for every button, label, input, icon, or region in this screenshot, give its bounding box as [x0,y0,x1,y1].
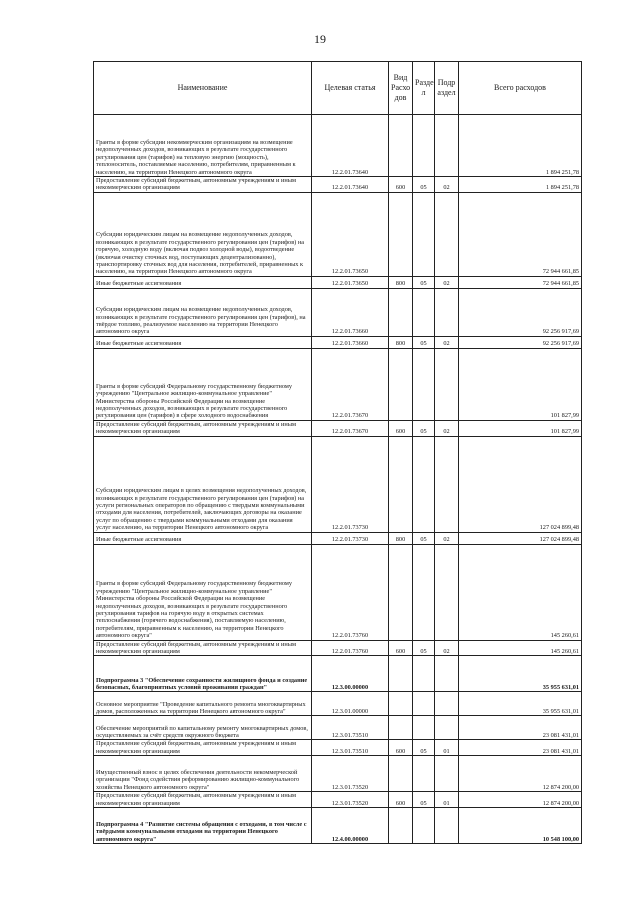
row-target: 12.2.01.73640 [312,177,389,193]
row-amount: 10 548 100,00 [459,808,582,844]
row-subsection: 02 [435,640,459,656]
row-target: 12.2.01.73640 [312,115,389,177]
row-target: 12.2.01.73730 [312,532,389,544]
row-kind [389,544,413,640]
row-amount: 101 827,99 [459,420,582,436]
row-name: Предоставление субсидий бюджетным, автономным учреждениям и иным некоммерческим организациям [94,640,312,656]
row-name: Предоставление субсидий бюджетным, автономным учреждениям и иным некоммерческим организациям [94,177,312,193]
row-name: Основное мероприятие "Проведение капитального ремонта многоквартирных домов, расположенных на территории Ненецкого автономного округа" [94,692,312,716]
row-subsection [435,436,459,532]
row-name: Предоставление субсидий бюджетным, автономным учреждениям и иным некоммерческим организациям [94,420,312,436]
row-name: Иные бюджетные ассигнования [94,336,312,348]
row-subsection [435,115,459,177]
row-subsection [435,348,459,420]
row-amount: 127 024 899,48 [459,436,582,532]
row-amount: 12 874 200,00 [459,756,582,792]
row-subsection: 02 [435,276,459,288]
table-row [94,336,582,348]
header-kind: Вид Расхо дов [389,62,413,115]
row-subsection: 02 [435,177,459,193]
row-kind [389,288,413,336]
row-name: Субсидии юридическим лицам в целях возмещения недополученных доходов, возникающих в результате государственного регулирования цен (тарифов) на услуги региональных операторов по обращению с твердыми коммунальными отходами для населения, потребителей, заключающих договоры на оказание услуг по обращению с твердыми коммунальными отходами для оказания услуг населению, на территории Ненецкого автономного округа [94,436,312,532]
row-target: 12.2.01.73650 [312,276,389,288]
table-row [94,808,582,844]
budget-table [93,61,582,844]
row-target: 12.3.00.00000 [312,656,389,692]
row-target: 12.2.01.73650 [312,192,389,276]
row-target: 12.2.01.73730 [312,436,389,532]
row-section [413,716,435,740]
row-amount: 92 256 917,69 [459,336,582,348]
row-name: Предоставление субсидий бюджетным, автономным учреждениям и иным некоммерческим организациям [94,792,312,808]
row-amount: 72 944 661,85 [459,276,582,288]
row-amount: 23 081 431,01 [459,740,582,756]
row-section: 05 [413,532,435,544]
row-subsection [435,288,459,336]
row-kind: 800 [389,276,413,288]
row-target: 12.2.01.73670 [312,348,389,420]
header-name: Наименование [94,62,312,115]
row-name: Гранты в форме субсидий Федеральному государственному бюджетному учреждению "Центральное жилищно-коммунальное управление" Министерства обороны Российской Федерации на возмещение недополученных доходов, возникающих в результате государственного регулирования цен (тарифов) в сфере холодного водоснабжения [94,348,312,420]
table-row [94,544,582,640]
row-section: 05 [413,336,435,348]
row-kind [389,692,413,716]
row-kind [389,348,413,420]
row-subsection: 01 [435,792,459,808]
header-section: Разде л [413,62,435,115]
row-kind: 600 [389,177,413,193]
row-kind: 600 [389,740,413,756]
table-row [94,656,582,692]
row-kind [389,115,413,177]
row-subsection: 02 [435,336,459,348]
row-subsection [435,756,459,792]
row-name: Субсидии юридическим лицам на возмещение недополученных доходов, возникающих в результате государственного регулирования цен (тарифов) на горячую, холодную воду (включая подвоз холодной воды), водоотведение (включая очистку сточных вод, поступающих децентрализованно), транспортировку сточных вод для населения, потребителей, приравненных к населению, на территории Ненецкого автономного округа [94,192,312,276]
row-amount: 72 944 661,85 [459,192,582,276]
row-section [413,756,435,792]
page-number: 19 [314,32,326,46]
row-subsection: 02 [435,420,459,436]
row-target: 12.2.01.73760 [312,544,389,640]
table-row [94,192,582,276]
row-kind: 600 [389,792,413,808]
row-section [413,808,435,844]
row-name: Имущественный взнос в целях обеспечения деятельности некоммерческой организации "Фонд содействия реформированию жилищно-коммунального хозяйства Ненецкого автономного округа" [94,756,312,792]
row-kind [389,756,413,792]
row-amount: 145 260,61 [459,544,582,640]
row-target: 12.2.01.73660 [312,288,389,336]
row-section: 05 [413,420,435,436]
table-row [94,740,582,756]
table-row [94,792,582,808]
row-amount: 35 955 631,01 [459,692,582,716]
row-name: Обеспечение мероприятий по капитальному ремонту многоквартирных домов, осуществляемых за счёт средств окружного бюджета [94,716,312,740]
row-name: Гранты в форме субсидии некоммерческим организациям на возмещение недополученных доходов, возникающих в результате государственного регулирования цен (тарифов) на тепловую энергию (мощность), теплоноситель, поставляемые населению, потребителям, приравненным к населению, на территории Ненецкого автономного округа [94,115,312,177]
row-target: 12.4.00.00000 [312,808,389,844]
row-name: Субсидии юридическим лицам на возмещение недополученных доходов, возникающих в результате государственного регулирования цен (тарифов), на твёрдое топливо, реализуемое населению на территории Ненецкого автономного округа [94,288,312,336]
row-target: 12.3.01.00000 [312,692,389,716]
row-amount: 127 024 899,48 [459,532,582,544]
row-section [413,348,435,420]
row-section [413,692,435,716]
row-target: 12.3.01.73510 [312,740,389,756]
row-kind [389,436,413,532]
row-subsection [435,544,459,640]
row-kind: 800 [389,532,413,544]
row-kind: 600 [389,420,413,436]
row-kind [389,192,413,276]
header-subsection: Подр аздел [435,62,459,115]
row-name: Гранты в форме субсидий Федеральному государственному бюджетному учреждению "Центральное жилищно-коммунальное управление" Министерства обороны Российской Федерации на возмещение недополученных доходов, возникающих в результате государственного регулирования тарифов на горячую воду в открытых системах теплоснабжения (горячего водоснабжения), поставляемую населению, потребителям, приравненным к населению, на территории Ненецкого автономного округа" [94,544,312,640]
header-total: Всего расходов [459,62,582,115]
row-amount: 1 894 251,78 [459,177,582,193]
row-target: 12.2.01.73660 [312,336,389,348]
row-kind [389,716,413,740]
table-row [94,640,582,656]
table-row [94,420,582,436]
header-row [94,62,582,115]
row-amount: 101 827,99 [459,348,582,420]
row-section [413,192,435,276]
row-subsection [435,192,459,276]
row-subsection [435,692,459,716]
table-row [94,756,582,792]
row-name: Предоставление субсидий бюджетным, автономным учреждениям и иным некоммерческим организациям [94,740,312,756]
row-subsection [435,656,459,692]
row-section: 05 [413,640,435,656]
row-kind [389,656,413,692]
row-section [413,436,435,532]
row-kind: 600 [389,640,413,656]
row-subsection: 01 [435,740,459,756]
row-name: Иные бюджетные ассигнования [94,276,312,288]
row-section [413,656,435,692]
row-subsection [435,716,459,740]
table-row [94,716,582,740]
row-subsection [435,808,459,844]
header-target: Целевая статья [312,62,389,115]
row-name: Подпрограмма 4 "Развитие системы обращения с отходами, в том числе с твёрдыми коммунальными отходами на территории Ненецкого автономного округа" [94,808,312,844]
row-section: 05 [413,177,435,193]
row-section [413,544,435,640]
table-row [94,532,582,544]
table-row [94,288,582,336]
table-row [94,436,582,532]
row-amount: 92 256 917,69 [459,288,582,336]
row-target: 12.2.01.73760 [312,640,389,656]
row-target: 12.3.01.73520 [312,792,389,808]
row-target: 12.2.01.73670 [312,420,389,436]
row-section: 05 [413,276,435,288]
row-name: Иные бюджетные ассигнования [94,532,312,544]
row-section [413,115,435,177]
row-amount: 1 894 251,78 [459,115,582,177]
row-section [413,288,435,336]
row-kind [389,808,413,844]
table-row [94,276,582,288]
table-row [94,348,582,420]
row-amount: 12 874 200,00 [459,792,582,808]
row-target: 12.3.01.73510 [312,716,389,740]
table-row [94,692,582,716]
row-name: Подпрограмма 3 "Обеспечение сохранности жилищного фонда и создание безопасных, благоприятных условий проживания граждан" [94,656,312,692]
row-subsection: 02 [435,532,459,544]
row-target: 12.3.01.73520 [312,756,389,792]
row-section: 05 [413,792,435,808]
row-amount: 35 955 631,01 [459,656,582,692]
table-row [94,115,582,177]
row-kind: 800 [389,336,413,348]
table-row [94,177,582,193]
row-amount: 145 260,61 [459,640,582,656]
row-amount: 23 081 431,01 [459,716,582,740]
row-section: 05 [413,740,435,756]
